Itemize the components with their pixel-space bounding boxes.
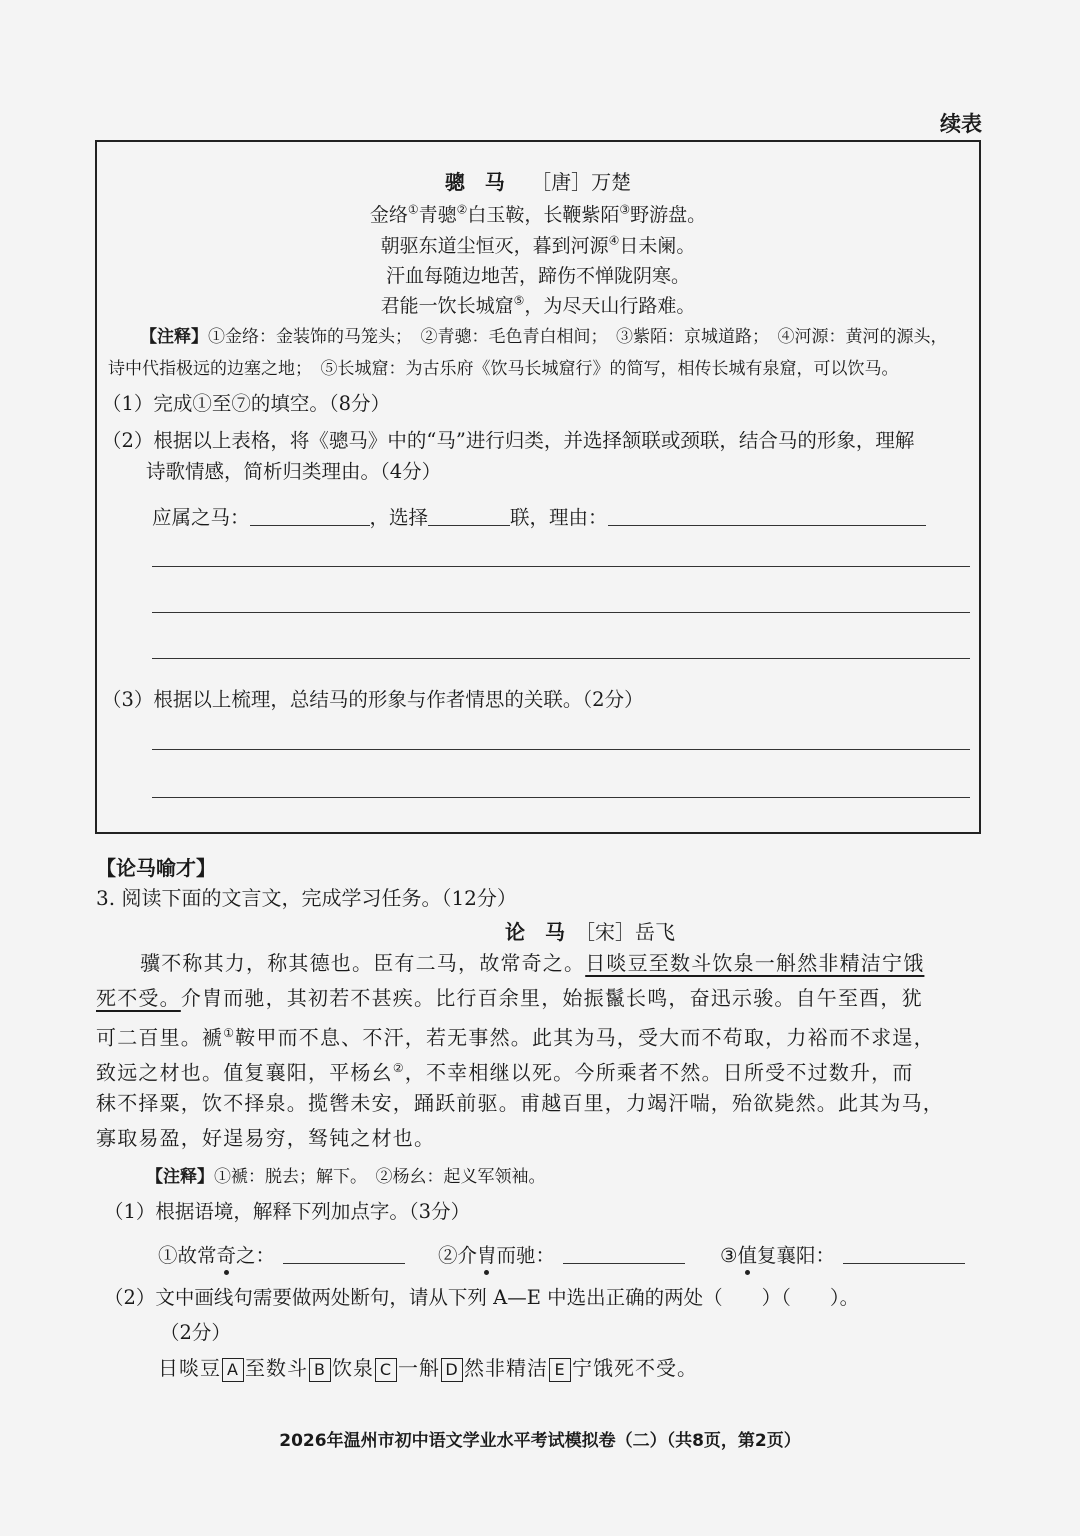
essay-line-2: 死不受。介胄而驰，其初若不甚疾。比行百余里，始振鬣长鸣，奋迅示骏。自午至酉，犹 bbox=[96, 986, 923, 1010]
q3-sub2-line1: （2）文中画线句需要做两处断句，请从下列 A—E 中选出正确的两处（ ）（ ）。 bbox=[104, 1286, 860, 1309]
poem-line-4: 君能一饮长城窟⑤，为尽天山行路难。 bbox=[380, 293, 696, 317]
answer-blank-horse-type[interactable] bbox=[250, 505, 370, 526]
answer-line[interactable] bbox=[152, 658, 970, 659]
option-box-c[interactable]: C bbox=[375, 1358, 397, 1382]
poem-line-2: 朝驱东道尘恒灭，暮到河源④日未阑。 bbox=[380, 233, 696, 257]
answer-blank[interactable] bbox=[843, 1243, 965, 1264]
essay-line-6: 寡取易盈，好逞易穷，驽钝之材也。 bbox=[96, 1126, 436, 1150]
q3-sub1: （1）根据语境，解释下列加点字。（3分） bbox=[104, 1200, 471, 1223]
option-box-b[interactable]: B bbox=[309, 1358, 331, 1382]
poem-heading bbox=[95, 166, 981, 195]
poem-title: 骢 马 bbox=[444, 170, 505, 194]
option-box-a[interactable]: A bbox=[222, 1358, 244, 1382]
option-box-e[interactable]: E bbox=[549, 1358, 571, 1382]
poem-note-line-2: 诗中代指极远的边塞之地； ⑤长城窟：为古乐府《饮马长城窟行》的简写，相传长城有泉窟，可以饮马。 bbox=[108, 359, 899, 379]
option-box-d[interactable]: D bbox=[441, 1358, 463, 1382]
poem-note-line-1: 【注释】①金络：金装饰的马笼头； ②青骢：毛色青白相间； ③紫陌：京城道路； ④河源：黄河的源头， bbox=[140, 327, 948, 347]
answer-line[interactable] bbox=[152, 612, 970, 613]
answer-blank-reason[interactable] bbox=[608, 505, 926, 526]
q3-sub2-line2: （2分） bbox=[160, 1321, 231, 1344]
punctuation-options: 日啖豆 A 至数斗 B 饮泉 C 一斛 D 然非精洁 E 宁饿死不受。 bbox=[158, 1356, 698, 1380]
q2-sub2-line1: （2）根据以上表格，将《骢马》中的“马”进行归类，并选择颔联或颈联，结合马的形象，理解 bbox=[102, 429, 915, 452]
q3-item-1: ①故常奇之： bbox=[158, 1240, 405, 1268]
answer-blank-couplet[interactable] bbox=[428, 505, 510, 526]
q2-sub1: （1）完成①至⑦的填空。（8分） bbox=[102, 392, 391, 415]
poem-author: ［唐］万楚 bbox=[531, 170, 632, 194]
essay-line-5: 秣不择粟，饮不择泉。揽辔未安，踊跃前驱。甫越百里，力竭汗喘，殆欲毙然。此其为马， bbox=[96, 1091, 944, 1115]
page-footer: 2026年温州市初中语文学业水平考试模拟卷（二）（共8页，第2页） bbox=[279, 1431, 801, 1451]
q2-fill-row: 应属之马： ，选择 联，理由： bbox=[152, 502, 926, 530]
q2-sub2-line2: 诗歌情感，简析归类理由。（4分） bbox=[146, 460, 442, 483]
dotted-char: 值 bbox=[737, 1240, 757, 1268]
answer-line[interactable] bbox=[152, 566, 970, 567]
answer-line[interactable] bbox=[152, 749, 970, 750]
essay-line-1: 骥不称其力，称其德也。臣有二马，故常奇之。日啖豆至数斗饮泉一斛然非精洁宁饿 bbox=[140, 951, 925, 975]
answer-blank[interactable] bbox=[283, 1243, 405, 1264]
essay-line-3: 可二百里。褫①鞍甲而不息、不汗，若无事然。此其为马，受大而不苟取，力裕而不求逞， bbox=[96, 1025, 935, 1050]
essay-note: 【注释】①褫：脱去；解下。 ②杨幺：起义军领袖。 bbox=[146, 1167, 546, 1187]
q2-sub3: （3）根据以上梳理，总结马的形象与作者情思的关联。（2分） bbox=[102, 688, 644, 711]
answer-line[interactable] bbox=[152, 797, 970, 798]
q3-item-3: ③值复襄阳： bbox=[720, 1240, 965, 1268]
section-heading: 【论马喻才】 bbox=[96, 856, 216, 880]
poem-line-1: 金络①青骢②白玉鞍，长鞭紫陌③野游盘。 bbox=[369, 202, 707, 226]
essay-heading: 论 马 ［宋］岳飞 bbox=[505, 920, 675, 944]
poem-line-3: 汗血每随边地苦，蹄伤不惮陇阴寒。 bbox=[385, 265, 690, 287]
continued-label: 续表 bbox=[940, 112, 982, 136]
essay-line-4: 致远之材也。值复襄阳，平杨幺②，不幸相继以死。今所乘者不然。日所受不过数升，而 bbox=[96, 1060, 914, 1085]
dotted-char: 胄 bbox=[477, 1240, 497, 1268]
q3-instruction: 3. 阅读下面的文言文，完成学习任务。（12分） bbox=[96, 886, 517, 910]
q3-item-2: ②介胄而驰： bbox=[438, 1240, 685, 1268]
dotted-char: 奇 bbox=[217, 1240, 237, 1268]
answer-blank[interactable] bbox=[563, 1243, 685, 1264]
